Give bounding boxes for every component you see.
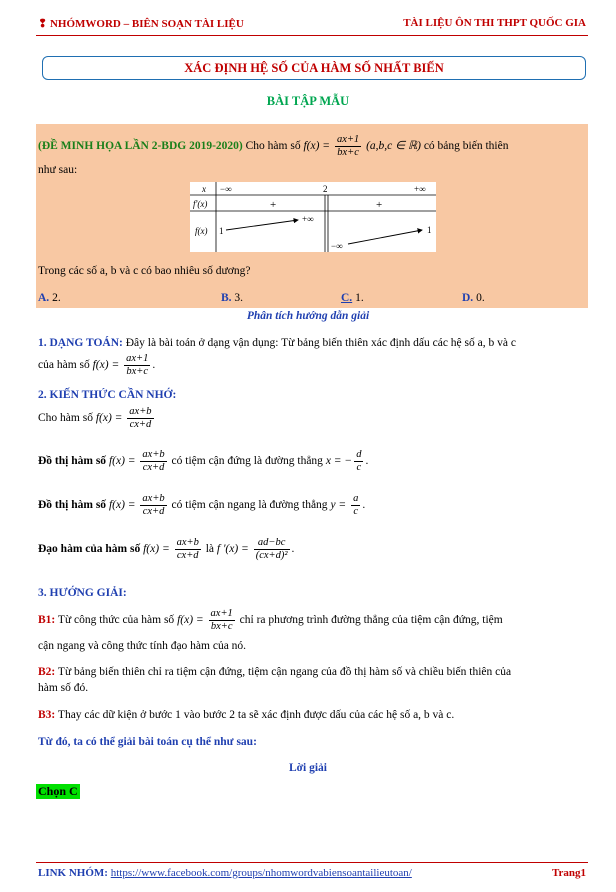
section-subtitle: BÀI TẬP MẪU	[266, 94, 350, 108]
s2-line-4: Đạo hàm của hàm số f(x) = $\frac{ax+b}{cx+d}$ là f '(x) = $\frac{ad-bc}{\text{(cx+d)²}}$ .	[38, 537, 295, 561]
table-f-val-4: 1	[427, 225, 432, 235]
s1-line-2: của hàm số f(x) = $\frac{ax+1}{bx+c}$ .	[38, 353, 156, 377]
function-formula: f(x) =	[303, 140, 333, 153]
s3-b2-line-1: B2: Từ bảng biến thiên chỉ ra tiệm cận đứng, tiệm cận ngang của đồ thị hàm số và chiều biến thiên của	[38, 666, 512, 678]
s3-b1-line-2: cận ngang và công thức tính đạo hàm của nó.	[38, 640, 247, 652]
table-x-val-3: +∞	[414, 184, 426, 194]
page-title: XÁC ĐỊNH HỆ SỐ CỦA HÀM SỐ NHẤT BIẾN	[42, 56, 586, 80]
header-left: ❢ NHÓMWORD – BIÊN SOẠN TÀI LIỆU	[38, 18, 244, 30]
answer-d[interactable]: D. 0.	[462, 292, 485, 304]
solution-title: Lời giải	[289, 762, 327, 774]
answer-a[interactable]: A. 2.	[38, 292, 61, 304]
table-f-label: f(x)	[195, 226, 208, 236]
table-sign-1: +	[270, 199, 277, 211]
s3-b2-line-2: hàm số đó.	[38, 682, 89, 694]
answer-b[interactable]: B. 3.	[221, 292, 244, 304]
s3-b3-line: B3: Thay các dữ kiện ở bước 1 vào bước 2 ta sẽ xác định được dấu của các hệ số a, b và c.	[38, 709, 455, 721]
table-x-label: x	[202, 184, 206, 194]
s2-line-1: Cho hàm số f(x) = $\frac{ax+b}{cx+d}$	[38, 406, 152, 430]
group-link[interactable]: https://www.facebook.com/groups/nhomwordvabiensoantailieutoan/	[110, 867, 412, 879]
s2-line-3: Đồ thị hàm số f(x) = $\frac{ax+b}{cx+d}$ có tiệm cận ngang là đường thẳng y = $\frac{a}{c}$ .	[38, 493, 366, 517]
chosen-answer: Chọn C	[38, 784, 78, 798]
table-fp-label: f'(x)	[193, 199, 208, 209]
s1-line-1: 1. DẠNG TOÁN: Đây là bài toán ở dạng vận dụng: Từ bảng biến thiên xác định dấu các hệ số a, b và c	[38, 337, 516, 349]
s3-heading: 3. HƯỚNG GIẢI:	[38, 587, 127, 599]
s3-conclusion: Từ đó, ta có thể giải bài toán cụ thể như sau:	[38, 736, 257, 748]
footer-left: LINK NHÓM: https://www.facebook.com/groups/nhomwordvabiensoantailieutoan/	[38, 867, 412, 879]
problem-line-1: (ĐỀ MINH HỌA LẦN 2-BDG 2019-2020) Cho hàm số f(x) = $\frac{ax+1}{bx+c}$ (a,b,c ∈ ℝ) có bảng biến thiên	[38, 134, 509, 158]
table-x-val-1: −∞	[220, 184, 232, 194]
pin-icon: ❢	[38, 18, 48, 30]
s2-heading: 2. KIẾN THỨC CẦN NHỚ:	[38, 389, 177, 401]
problem-source: (ĐỀ MINH HỌA LẦN 2-BDG 2019-2020)	[38, 140, 243, 153]
problem-line-2: như sau:	[38, 164, 78, 176]
header-right: TÀI LIỆU ÔN THI THPT QUỐC GIA	[403, 17, 586, 29]
table-f-val-2: +∞	[302, 214, 314, 224]
page-number: Trang1	[551, 867, 586, 879]
problem-question: Trong các số a, b và c có bao nhiêu số dương?	[38, 265, 251, 277]
analysis-title: Phân tích hướng dẫn giải	[246, 310, 370, 322]
s2-line-2: Đồ thị hàm số f(x) = $\frac{ax+b}{cx+d}$ có tiệm cận đứng là đường thẳng x = − $\frac{d}{c}$ .	[38, 449, 369, 473]
table-f-val-1: 1	[219, 226, 224, 236]
table-sign-2: +	[376, 199, 383, 211]
s3-b1-line-1: B1: Từ công thức của hàm số f(x) = $\frac{ax+1}{bx+c}$ chỉ ra phương trình đường thẳng của tiệm cận đứng, tiệm	[38, 608, 503, 632]
table-f-val-3: −∞	[331, 241, 343, 251]
table-x-val-2: 2	[323, 184, 328, 194]
variation-table	[190, 182, 436, 252]
header-divider	[36, 35, 588, 36]
footer-divider	[36, 862, 588, 863]
answer-c[interactable]: C. 1.	[341, 292, 364, 304]
